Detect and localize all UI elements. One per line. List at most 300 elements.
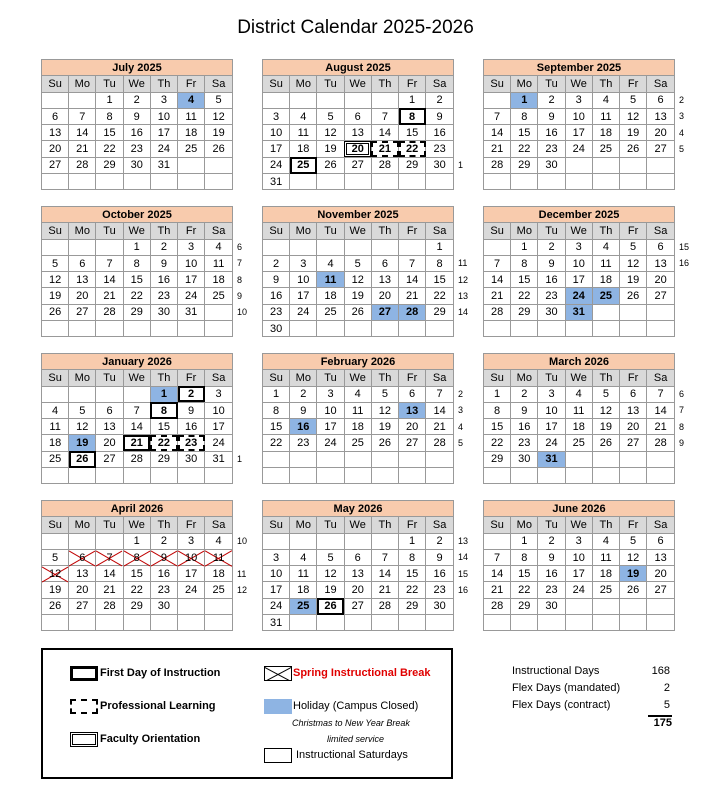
week-number: 3 (679, 111, 685, 122)
day-cell (647, 402, 675, 418)
day-cell (511, 549, 538, 565)
day-cell (538, 108, 565, 124)
day-number: 26 (626, 584, 640, 597)
empty-cell (371, 615, 398, 631)
summary-row (512, 665, 672, 682)
day-number: 22 (130, 584, 143, 597)
day-cell (511, 386, 538, 402)
weekday-header: Su (263, 223, 290, 239)
empty-cell (511, 468, 538, 484)
day-cell (344, 566, 371, 582)
day-number: 14 (433, 404, 446, 417)
spring-break-swatch (264, 666, 292, 681)
day-cell (96, 272, 123, 288)
day-cell (150, 386, 177, 402)
empty-cell (371, 468, 398, 484)
day-number: 23 (157, 584, 171, 597)
day-number: 24 (184, 290, 198, 303)
day-number: 2 (273, 257, 280, 270)
empty-cell (399, 239, 426, 255)
day-number: 13 (76, 273, 89, 286)
day-cell (484, 288, 511, 304)
day-number: 19 (626, 126, 640, 139)
day-number: 21 (103, 584, 116, 597)
day-number: 3 (300, 257, 307, 270)
day-cell (592, 386, 619, 402)
weekday-header: Fr (178, 223, 205, 239)
day-number: 2 (300, 388, 307, 401)
empty-cell (96, 321, 123, 337)
empty-cell (42, 468, 69, 484)
day-cell (123, 239, 150, 255)
empty-cell (317, 174, 344, 190)
day-cell (538, 533, 565, 549)
day-number: 14 (490, 567, 504, 580)
day-cell (426, 549, 454, 565)
day-cell (96, 255, 123, 271)
day-cell (290, 288, 317, 304)
day-number: 16 (184, 420, 198, 433)
month-calendar (262, 500, 469, 631)
day-number: 18 (48, 437, 62, 450)
day-number: 9 (548, 257, 555, 270)
day-number: 3 (575, 94, 582, 107)
day-number: 27 (76, 600, 89, 613)
month-title: January 2026 (42, 354, 233, 370)
day-number: 20 (654, 126, 667, 139)
day-cell (150, 435, 177, 451)
empty-cell (511, 174, 538, 190)
day-cell (484, 125, 511, 141)
day-cell (511, 566, 538, 582)
day-number: 8 (160, 404, 167, 417)
weekday-header: Tu (538, 76, 565, 92)
day-number: 16 (130, 126, 143, 139)
empty-cell (399, 174, 426, 190)
weekday-header: Su (484, 223, 511, 239)
day-number: 2 (188, 388, 195, 401)
day-cell (511, 272, 538, 288)
day-number: 3 (273, 110, 280, 123)
day-number: 5 (327, 110, 334, 123)
day-number: 27 (378, 306, 392, 319)
day-cell (399, 272, 426, 288)
day-cell (69, 598, 96, 614)
empty-cell (205, 304, 233, 320)
day-number: 12 (324, 567, 337, 580)
day-number: 17 (157, 126, 171, 139)
empty-cell (565, 468, 592, 484)
day-cell (150, 549, 177, 565)
empty-cell (150, 615, 177, 631)
day-number: 29 (405, 600, 419, 613)
weekday-header: Fr (399, 76, 426, 92)
day-number: 4 (602, 94, 609, 107)
day-number: 20 (378, 290, 392, 303)
day-cell (178, 288, 205, 304)
day-cell (592, 533, 619, 549)
empty-cell (592, 304, 619, 320)
day-number: 18 (599, 273, 613, 286)
day-number: 15 (518, 126, 531, 139)
legend-faculty-orientation: Faculty Orientation (100, 733, 201, 745)
weekday-header: We (344, 76, 371, 92)
empty-cell (69, 239, 96, 255)
day-cell (290, 582, 317, 598)
day-cell (205, 125, 233, 141)
day-number: 30 (545, 306, 558, 319)
day-number: 6 (79, 551, 86, 564)
day-number: 4 (327, 257, 334, 270)
week-number: 9 (679, 437, 685, 448)
weekday-header: Sa (647, 370, 675, 386)
day-cell (620, 549, 647, 565)
empty-cell (290, 533, 317, 549)
day-number: 23 (545, 584, 558, 597)
day-cell (290, 304, 317, 320)
summary-value: 5 (663, 699, 670, 711)
day-number: 5 (630, 241, 637, 254)
day-cell (647, 533, 675, 549)
empty-cell (96, 386, 123, 402)
weekday-header: Mo (69, 517, 96, 533)
day-number: 9 (548, 551, 555, 564)
empty-cell (123, 386, 150, 402)
day-number: 26 (212, 143, 225, 156)
empty-cell (290, 321, 317, 337)
day-number: 12 (48, 273, 62, 286)
day-cell (399, 419, 426, 435)
day-cell (317, 304, 344, 320)
saturdays-swatch (264, 748, 292, 763)
day-cell (290, 272, 317, 288)
day-cell (317, 566, 344, 582)
empty-cell (620, 304, 647, 320)
empty-cell (371, 533, 398, 549)
day-cell (123, 125, 150, 141)
day-number: 4 (354, 388, 361, 401)
day-number: 28 (76, 159, 89, 172)
day-number: 10 (572, 257, 585, 270)
empty-cell (538, 468, 565, 484)
day-cell (69, 419, 96, 435)
day-cell (511, 582, 538, 598)
holiday-swatch (264, 699, 292, 714)
day-number: 26 (48, 600, 62, 613)
day-cell (178, 386, 205, 402)
day-cell (263, 419, 290, 435)
empty-cell (290, 468, 317, 484)
day-number: 15 (130, 567, 143, 580)
day-number: 25 (599, 290, 613, 303)
day-cell (511, 598, 538, 614)
empty-cell (290, 174, 317, 190)
day-number: 16 (297, 420, 310, 433)
empty-cell (592, 451, 619, 467)
day-number: 29 (103, 159, 116, 172)
day-cell (42, 598, 69, 614)
weekday-header: Sa (426, 76, 454, 92)
day-number: 11 (600, 257, 612, 270)
day-number: 30 (518, 453, 531, 466)
day-number: 6 (657, 94, 664, 107)
weekday-header: We (565, 517, 592, 533)
day-cell (620, 125, 647, 141)
day-cell (620, 288, 647, 304)
day-cell (647, 108, 675, 124)
day-number: 5 (354, 257, 361, 270)
weekday-header: Mo (511, 76, 538, 92)
day-number: 11 (600, 110, 612, 123)
month-calendar (483, 206, 690, 337)
empty-cell (69, 533, 96, 549)
day-cell (69, 272, 96, 288)
weekday-header: Mo (290, 370, 317, 386)
day-cell (150, 582, 177, 598)
day-number: 7 (381, 110, 388, 123)
day-number: 25 (48, 453, 62, 466)
day-cell (511, 304, 538, 320)
empty-cell (344, 533, 371, 549)
day-cell (647, 419, 675, 435)
day-number: 28 (490, 600, 504, 613)
summary-value: 2 (663, 682, 670, 694)
day-cell (42, 451, 69, 467)
weekday-header: Th (592, 517, 619, 533)
day-cell (538, 255, 565, 271)
day-number: 27 (48, 159, 62, 172)
day-cell (263, 566, 290, 582)
day-cell (42, 549, 69, 565)
week-number: 10 (237, 536, 248, 546)
day-number: 13 (626, 404, 640, 417)
day-number: 9 (436, 110, 443, 123)
day-cell (96, 402, 123, 418)
day-cell (538, 549, 565, 565)
day-cell (42, 402, 69, 418)
weekday-header: Mo (290, 517, 317, 533)
day-cell (538, 451, 565, 467)
summary-total: 175 (648, 715, 672, 729)
day-number: 1 (273, 388, 280, 401)
day-number: 16 (157, 273, 171, 286)
day-number: 5 (52, 257, 59, 270)
day-cell (317, 386, 344, 402)
empty-cell (592, 615, 619, 631)
week-number: 15 (679, 242, 690, 252)
day-number: 28 (490, 159, 504, 172)
day-number: 26 (324, 600, 337, 613)
day-number: 27 (76, 306, 89, 319)
month-calendar (262, 353, 464, 484)
legend-note-limited: limited service (327, 734, 385, 744)
day-cell (565, 402, 592, 418)
legend-note-christmas: Christmas to New Year Break (292, 718, 410, 728)
empty-cell (205, 174, 233, 190)
weekday-header: Su (42, 517, 69, 533)
day-number: 10 (572, 110, 585, 123)
day-cell (178, 419, 205, 435)
day-number: 18 (324, 290, 337, 303)
day-number: 12 (599, 404, 613, 417)
day-number: 14 (405, 273, 419, 286)
weekday-header: We (565, 223, 592, 239)
empty-cell (317, 321, 344, 337)
day-number: 25 (599, 143, 613, 156)
day-cell (263, 598, 290, 614)
empty-cell (290, 451, 317, 467)
empty-cell (484, 174, 511, 190)
day-number: 10 (157, 110, 171, 123)
day-number: 16 (545, 126, 558, 139)
day-number: 15 (433, 273, 446, 286)
day-number: 22 (269, 437, 283, 450)
day-cell (538, 419, 565, 435)
day-number: 10 (297, 273, 310, 286)
empty-cell (69, 615, 96, 631)
week-number: 8 (237, 274, 243, 285)
day-number: 7 (106, 257, 113, 270)
day-number: 12 (626, 257, 640, 270)
day-number: 31 (545, 453, 558, 466)
day-cell (484, 108, 511, 124)
day-number: 24 (157, 143, 171, 156)
day-cell (565, 566, 592, 582)
day-cell (178, 272, 205, 288)
day-number: 17 (572, 273, 585, 286)
week-number: 7 (237, 258, 243, 269)
day-cell (96, 451, 123, 467)
day-number: 14 (378, 567, 392, 580)
day-number: 24 (269, 600, 283, 613)
empty-cell (317, 533, 344, 549)
day-cell (150, 533, 177, 549)
empty-cell (592, 598, 619, 614)
days-summary (512, 665, 672, 729)
empty-cell (647, 598, 675, 614)
day-cell (371, 255, 398, 271)
weekday-header: Sa (426, 370, 454, 386)
day-number: 2 (436, 535, 443, 548)
day-cell (426, 272, 454, 288)
month-title: February 2026 (263, 354, 454, 370)
day-cell (290, 255, 317, 271)
weekday-header: We (123, 76, 150, 92)
day-cell (647, 125, 675, 141)
empty-cell (511, 615, 538, 631)
day-cell (399, 255, 426, 271)
day-number: 12 (626, 551, 640, 564)
weekday-header: Mo (290, 76, 317, 92)
day-number: 2 (160, 241, 167, 254)
day-number: 1 (521, 241, 528, 254)
day-cell (592, 272, 619, 288)
day-cell (592, 288, 619, 304)
day-number: 8 (494, 404, 501, 417)
empty-cell (42, 92, 69, 108)
day-number: 21 (405, 290, 419, 303)
empty-cell (344, 615, 371, 631)
day-cell (538, 239, 565, 255)
empty-cell (647, 451, 675, 467)
day-cell (647, 386, 675, 402)
day-cell (538, 304, 565, 320)
day-number: 6 (657, 535, 664, 548)
empty-cell (565, 598, 592, 614)
day-number: 16 (157, 567, 171, 580)
day-cell (178, 125, 205, 141)
empty-cell (263, 533, 290, 549)
day-cell (426, 304, 454, 320)
day-number: 20 (626, 420, 640, 433)
weekday-header: Mo (69, 76, 96, 92)
empty-cell (69, 174, 96, 190)
day-cell (399, 582, 426, 598)
day-cell (620, 239, 647, 255)
empty-cell (565, 321, 592, 337)
day-cell (426, 435, 454, 451)
day-cell (96, 598, 123, 614)
day-cell (592, 435, 619, 451)
day-cell (565, 141, 592, 157)
legend-first-day: First Day of Instruction (100, 667, 221, 679)
day-cell (426, 108, 454, 124)
day-cell (484, 435, 511, 451)
day-number: 7 (657, 388, 664, 401)
day-number: 9 (300, 404, 307, 417)
day-cell (620, 92, 647, 108)
empty-cell (484, 468, 511, 484)
empty-cell (178, 157, 205, 173)
day-cell (96, 582, 123, 598)
empty-cell (426, 468, 454, 484)
day-cell (42, 566, 69, 582)
empty-cell (263, 92, 290, 108)
month-title: June 2026 (484, 501, 675, 517)
weekday-header: Sa (205, 370, 233, 386)
day-number: 12 (48, 567, 62, 580)
day-number: 16 (433, 567, 446, 580)
empty-cell (69, 92, 96, 108)
weekday-header: Fr (178, 76, 205, 92)
day-cell (42, 582, 69, 598)
day-cell (69, 549, 96, 565)
day-cell (96, 288, 123, 304)
weekday-header: We (123, 517, 150, 533)
day-number: 2 (548, 94, 555, 107)
empty-cell (620, 468, 647, 484)
day-number: 29 (157, 453, 171, 466)
day-number: 12 (76, 420, 89, 433)
empty-cell (96, 174, 123, 190)
day-number: 26 (351, 306, 364, 319)
weekday-header: We (123, 370, 150, 386)
empty-cell (290, 92, 317, 108)
day-number: 10 (184, 551, 198, 564)
day-cell (484, 141, 511, 157)
day-number: 8 (521, 257, 528, 270)
week-number: 11 (458, 258, 468, 269)
empty-cell (123, 615, 150, 631)
day-number: 5 (52, 551, 59, 564)
day-cell (123, 451, 150, 467)
day-number: 17 (184, 567, 198, 580)
day-cell (205, 141, 233, 157)
day-number: 20 (103, 437, 116, 450)
day-number: 19 (48, 290, 62, 303)
week-number: 15 (458, 568, 469, 579)
day-number: 13 (48, 126, 62, 139)
